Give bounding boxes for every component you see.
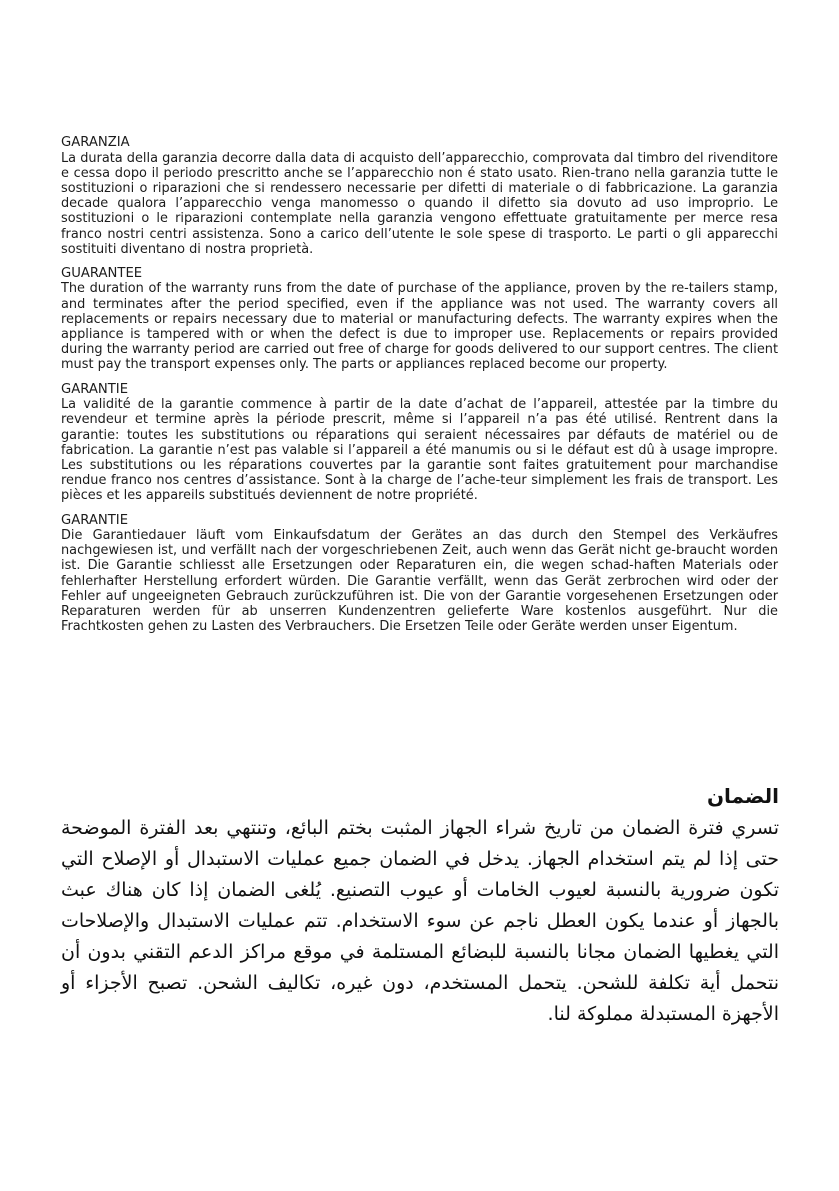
- section-heading-french: GARANTIE: [61, 381, 129, 397]
- section-body-italian: La durata della garanzia decorre dalla data di acquisto dell’apparecchio, comprovata dal timbro del rivenditore e cessa dopo il periodo prescritto anche se l’apparecchio non é stato usato. Rien-trano nella garanzia tutte le sostituzioni o riparazioni che si rendessero necessarie per difetti di materiale o di fabbricazione. La garanzia decade qualora l’apparecchio venga manomesso o quando il difetto sia dovuto ad uso improprio. Le sostituzioni o le riparazioni contemplate nella garanzia vengono effettuate gratuitamente per merce resa franco nostri centri assistenza. Sono a carico dell’utente le sole spese di trasporto. Le parti o gli apparecchi sostituiti diventano di nostra proprietà.: [61, 150, 778, 257]
- section-french: [61, 382, 778, 504]
- section-heading-english: GUARANTEE: [61, 265, 143, 281]
- section-body-english: The duration of the warranty runs from the date of purchase of the appliance, proven by the re-tailers stamp, and terminates after the period specified, even if the appliance was not used. The warranty covers all replacements or repairs necessary due to material or manufacturing defects. The warranty expires when the appliance is tampered with or when the defect is due to improper use. Replacements or repairs provided during the warranty period are carried out free of charge for goods delivered to our support centres. The client must pay the transport expenses only. The parts or appliances replaced become our property.: [61, 281, 778, 373]
- section-body-german: Die Garantiedauer läuft vom Einkaufsdatum der Gerätes an das durch den Stempel des Verkäufres nachgewiesen ist, und verfällt nach der vorgeschriebenen Zeit, auch wenn das Gerät nicht ge-braucht worden ist. Die Garantie schliesst alle Ersetzungen oder Reparaturen ein, die wegen schad-haften Materials oder fehlerhafter Herstellung erfordert würden. Die Garantie verfällt, wenn das Gerät zerbrochen wird oder der Fehler auf ungeeigneten Gebrauch zurückzuführen ist. Die von der Garantie vorgesehenen Ersetzungen oder Reparaturen werden für ab unserren Kundenzentren gelieferte Ware kostenlos ausgeführt. Nur die Frachtkosten gehen zu Lasten des Verbrauchers. Die Ersetzen Teile oder Geräte werden unser Eigentum.: [61, 528, 778, 635]
- section-body-arabic: تسري فترة الضمان من تاريخ شراء الجهاز المثبت بختم البائع، وتنتهي بعد الفترة الموضحة حتى إذا لم يتم استخدام الجهاز. يدخل في الضمان جميع عمليات الاستبدال أو الإصلاح التي تكون ضرورية بالنسبة لعيوب الخامات أو عيوب التصنيع. يُلغى الضمان إذا كان هناك عبث بالجهاز أو عندما يكون العطل ناجم عن سوء الاستخدام. تتم عمليات الاستبدال والإصلاحات التي يغطيها الضمان مجانا بالنسبة للبضائع المستلمة في موقع مراكز الدعم التقني بدون أن نتحمل أية تكلفة للشحن. يتحمل المستخدم، دون غيره، تكاليف الشحن. تصبح الأجزاء أو الأجهزة المستبدلة مملوكة لنا.: [61, 817, 779, 1025]
- section-italian: [61, 135, 778, 257]
- section-english: [61, 266, 778, 373]
- section-heading-italian: GARANZIA: [61, 135, 130, 150]
- warranty-document: [61, 135, 778, 643]
- section-arabic: [61, 783, 779, 1030]
- section-german: [61, 513, 778, 635]
- section-body-french: La validité de la garantie commence à partir de la date d’achat de l’appareil, attestée par la timbre du revendeur et termine après la période prescrit, même si l’appareil n’a pas été utilisé. Rentrent dans la garantie: toutes les substitutions ou réparations qui seraient nécessaires par défauts de matériel ou de fabrication. La garantie n’est pas valable si l’appareil a été manumis ou si le défaut est dû à usage impropre. Les substitutions ou les réparations couvertes par la garantie sont faites gratuitement pour marchandise rendue franco nos centres d’assistance. Sont à la charge de l’ache-teur simplement les frais de transport. Les pièces et les appareils substitués deviennent de notre propriété.: [61, 397, 778, 504]
- section-heading-arabic: الضمان: [706, 784, 779, 808]
- section-heading-german: GARANTIE: [61, 512, 129, 528]
